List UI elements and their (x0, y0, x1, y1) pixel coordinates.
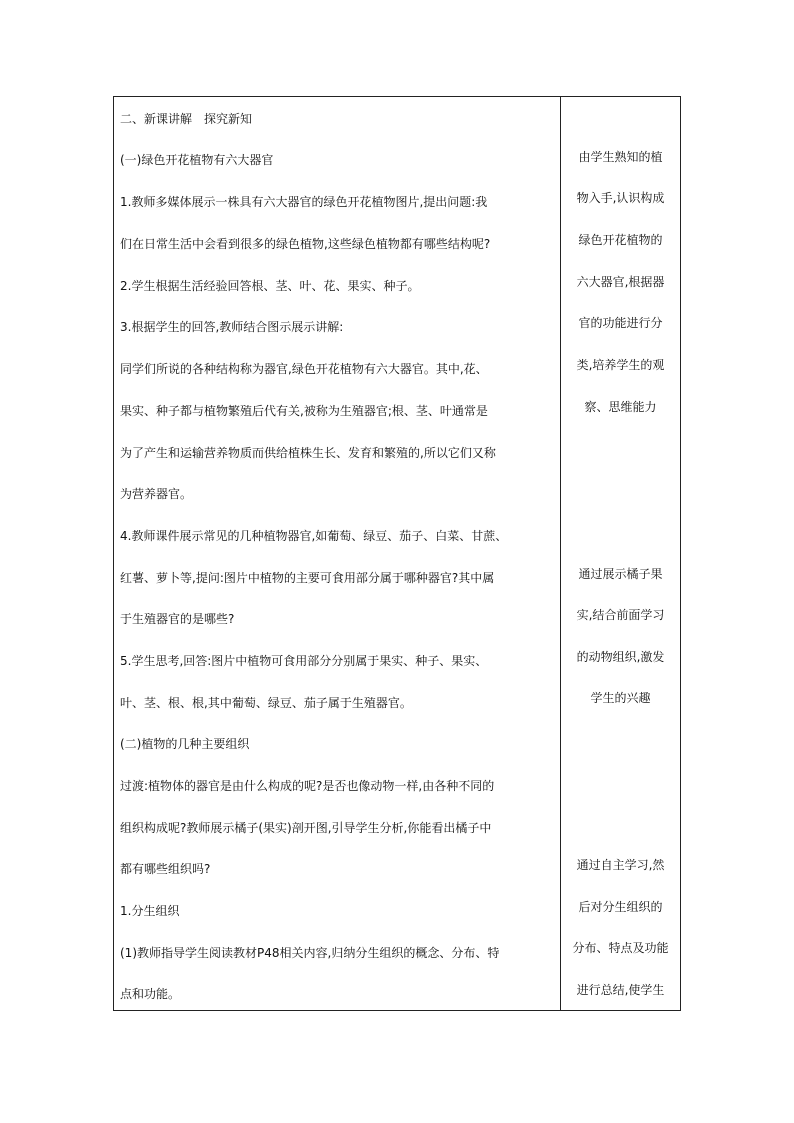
note-line: 官的功能进行分 (578, 316, 663, 330)
note-line: 物入手,认识构成 (576, 191, 665, 205)
text-line: 过渡:植物体的器官是由什么构成的呢?是否也像动物一样,由各种不同的 (120, 779, 495, 793)
text-line: 4.教师课件展示常见的几种植物器官,如葡萄、绿豆、茄子、白菜、甘蔗、 (120, 529, 508, 543)
text-line: 红薯、萝卜等,提问:图片中植物的主要可食用部分属于哪种器官?其中属 (120, 571, 495, 585)
text-line: 点和功能。 (120, 987, 181, 1001)
text-line: 二、新课讲解 探究新知 (120, 112, 253, 126)
text-line: 叶、茎、根、根,其中葡萄、绿豆、茄子属于生殖器官。 (120, 696, 412, 710)
note-line: 察、思维能力 (584, 400, 657, 414)
text-line: 3.根据学生的回答,教师结合图示展示讲解: (120, 320, 344, 334)
text-line: 们在日常生活中会看到很多的绿色植物,这些绿色植物都有哪些结构呢? (120, 237, 491, 251)
note-line: 通过自主学习,然 (576, 858, 665, 872)
text-line: 于生殖器官的是哪些? (120, 612, 235, 626)
note-line: 进行总结,使学生 (576, 983, 665, 997)
text-line: 1.教师多媒体展示一株具有六大器官的绿色开花植物图片,提出问题:我 (120, 195, 488, 209)
text-line: 组织构成呢?教师展示橘子(果实)剖开图,引导学生分析,你能看出橘子中 (120, 821, 492, 835)
text-line: 2.学生根据生活经验回答根、茎、叶、花、果实、种子。 (120, 279, 420, 293)
lesson-table (113, 96, 681, 1011)
text-line: 同学们所说的各种结构称为器官,绿色开花植物有六大器官。其中,花、 (120, 362, 488, 376)
note-line: 学生的兴趣 (590, 691, 651, 705)
text-line: (一)绿色开花植物有六大器官 (120, 153, 274, 167)
note-line: 由学生熟知的植 (578, 150, 663, 164)
text-line: 为了产生和运输营养物质而供给植株生长、发育和繁殖的,所以它们又称 (120, 446, 496, 460)
text-line: 都有哪些组织吗? (120, 862, 211, 876)
note-line: 绿色开花植物的 (578, 233, 663, 247)
text-line: 为营养器官。 (120, 487, 193, 501)
note-line: 后对分生组织的 (578, 900, 663, 914)
text-line: 1.分生组织 (120, 904, 180, 918)
note-line: 通过展示橘子果 (578, 567, 663, 581)
note-line: 的动物组织,激发 (576, 650, 665, 664)
note-line: 分布、特点及功能 (572, 941, 669, 955)
note-line: 实,结合前面学习 (576, 608, 665, 622)
text-line: (1)教师指导学生阅读教材P48相关内容,归纳分生组织的概念、分布、特 (120, 946, 500, 960)
text-line: 5.学生思考,回答:图片中植物可食用部分分别属于果实、种子、果实、 (120, 654, 488, 668)
text-line: 果实、种子都与植物繁殖后代有关,被称为生殖器官;根、茎、叶通常是 (120, 404, 488, 418)
note-line: 类,培养学生的观 (576, 358, 665, 372)
text-line: (二)植物的几种主要组织 (120, 737, 250, 751)
note-line: 六大器官,根据器 (576, 275, 665, 289)
